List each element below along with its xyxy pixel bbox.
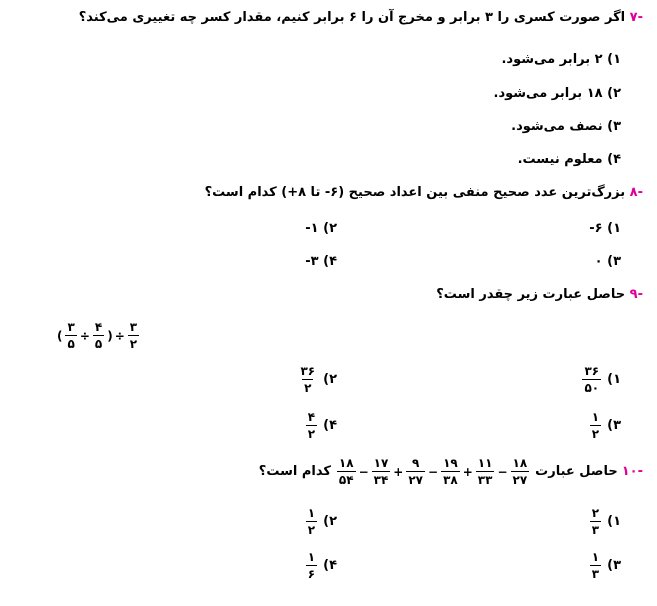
q10-term-6: $\frac{۱۸}{۲۷}$ <box>512 456 528 487</box>
q10-option-1-label: ۱) <box>607 514 621 529</box>
q9-option-3-label: ۳) <box>607 418 621 433</box>
q10-option-3-label: ۳) <box>607 558 621 573</box>
q10-option-3-fraction: $\frac{۱}{۳}$ <box>591 550 600 581</box>
q9-expression <box>56 320 141 351</box>
q8-option-3[interactable]: ۳) ۰ <box>594 254 621 269</box>
q9-option-2-fraction: $\frac{۳۶}{۲}$ <box>300 364 316 395</box>
q10-option-2[interactable] <box>304 506 337 537</box>
q7-option-2[interactable]: ۲) ۱۸ برابر می‌شود. <box>493 86 621 101</box>
q10-term-1: $\frac{۱۸}{۵۴}$ <box>338 456 354 487</box>
q9-divide-2: ÷ <box>114 328 125 343</box>
q10-sign-5: + <box>462 464 473 479</box>
q10-term-4: $\frac{۱۹}{۳۸}$ <box>443 456 458 487</box>
q9-option-4-label: ۴) <box>323 418 337 433</box>
question-7-text: اگر صورت کسری را ۳ برابر و مخرج آن را ۶ برابر کنیم، مقدار کسر چه تغییری می‌کند؟ <box>78 10 626 25</box>
q10-sign-3: + <box>393 464 404 479</box>
q7-option-3[interactable]: ۳) نصف می‌شود. <box>511 119 621 134</box>
q9-open-paren: ( <box>57 328 63 343</box>
question-9 <box>436 287 643 302</box>
q9-option-3[interactable] <box>588 410 621 441</box>
q7-option-1[interactable]: ۱) ۲ برابر می‌شود. <box>501 52 621 67</box>
q10-term-2: $\frac{۱۷}{۳۴}$ <box>373 456 389 487</box>
q8-option-2[interactable]: ۲) ۱- <box>305 221 337 236</box>
q10-option-4[interactable] <box>304 550 337 581</box>
q9-fraction-a: $\frac{۳}{۵}$ <box>67 320 75 351</box>
q9-option-3-fraction: $\frac{۱}{۲}$ <box>591 410 600 441</box>
q9-fraction-b: $\frac{۴}{۵}$ <box>94 320 103 351</box>
question-10-number: -۱۰ <box>621 464 643 479</box>
question-7-number: -۷ <box>629 10 643 25</box>
question-10-text-before: حاصل عبارت <box>535 464 618 479</box>
q9-divide-1: ÷ <box>79 328 90 343</box>
q10-option-1-fraction: $\frac{۲}{۳}$ <box>591 506 600 537</box>
question-9-text: حاصل عبارت زیر چقدر است؟ <box>436 287 626 302</box>
q9-option-1-label: ۱) <box>607 372 621 387</box>
question-8 <box>205 185 643 200</box>
q10-option-4-fraction: $\frac{۱}{۶}$ <box>307 550 316 581</box>
q10-option-1[interactable] <box>588 506 621 537</box>
q10-sign-4: − <box>428 464 439 479</box>
q10-sign-2: − <box>358 464 369 479</box>
question-7 <box>79 10 643 25</box>
q8-option-4[interactable]: ۴) ۳- <box>305 254 337 269</box>
q9-option-1[interactable] <box>580 364 621 395</box>
q9-option-2[interactable] <box>296 364 337 395</box>
q9-option-4[interactable] <box>304 410 337 441</box>
q7-option-4[interactable]: ۴) معلوم نیست. <box>517 152 621 167</box>
question-10 <box>259 456 643 487</box>
q10-option-4-label: ۴) <box>323 558 337 573</box>
q8-option-1[interactable]: ۱) ۶- <box>589 221 621 236</box>
q9-option-4-fraction: $\frac{۴}{۲}$ <box>307 410 316 441</box>
question-10-text-after: کدام است؟ <box>258 464 331 479</box>
q10-option-3[interactable] <box>588 550 621 581</box>
q9-close-paren: ) <box>107 328 113 343</box>
question-9-number: -۹ <box>629 287 643 302</box>
q10-term-3: $\frac{۹}{۲۷}$ <box>408 456 423 487</box>
q10-option-2-label: ۲) <box>323 514 337 529</box>
q9-option-2-label: ۲) <box>323 372 337 387</box>
q10-term-5: $\frac{۱۱}{۳۳}$ <box>477 456 493 487</box>
q10-sign-6: − <box>497 464 508 479</box>
q9-fraction-c: $\frac{۳}{۲}$ <box>129 320 138 351</box>
question-8-text: بزرگ‌ترین عدد صحیح منفی بین اعداد صحیح (۶- تا ۸+) کدام است؟ <box>204 185 626 200</box>
q10-expression <box>335 456 531 487</box>
q9-option-1-fraction: $\frac{۳۶}{۵۰}$ <box>584 364 600 395</box>
q10-option-2-fraction: $\frac{۱}{۲}$ <box>307 506 316 537</box>
question-8-number: -۸ <box>629 185 643 200</box>
